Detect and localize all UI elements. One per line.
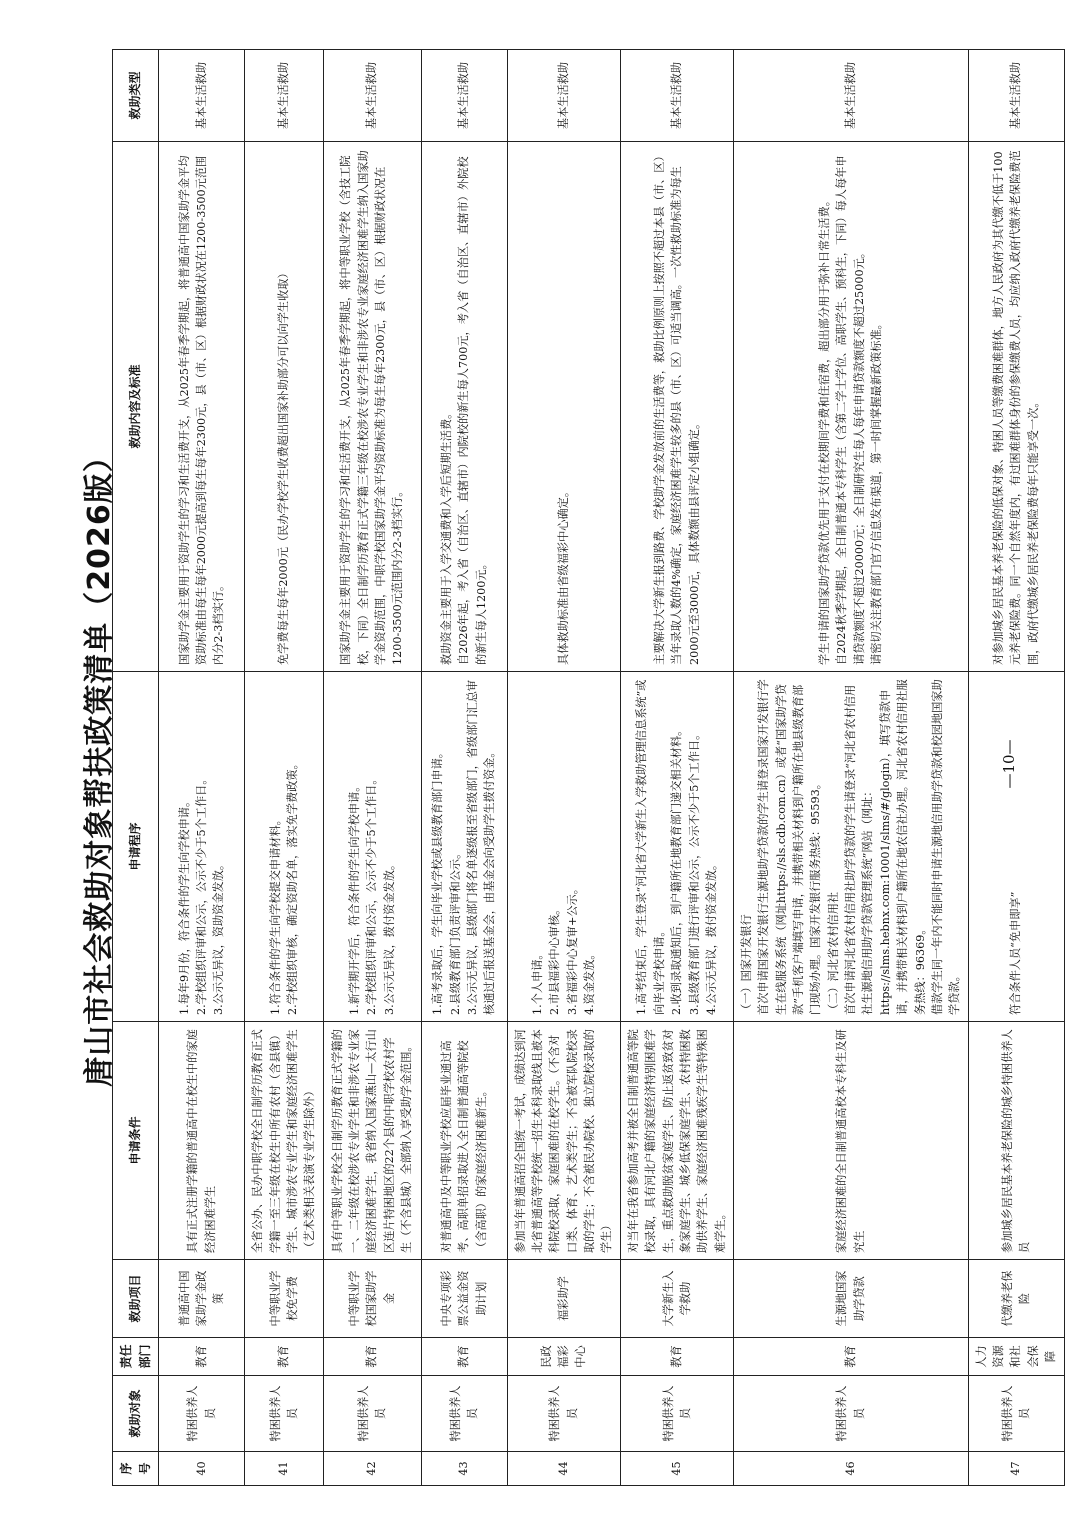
cell-procedure: 1.新学期开学后，符合条件的学生向学校申请。 2.学校组织评审和公示，公示不少于5个工作日。 3.公示无异议，拨付资金发放。	[323, 672, 421, 1022]
header-dept: 责任部门	[113, 1338, 159, 1376]
cell-type: 基本生活救助	[159, 50, 245, 142]
cell-item: 生源地国家助学贷款	[733, 1260, 968, 1338]
cell-conditions: 对普通高中及中等职业学校应届毕业通过高考、高职单招录取进入全日制普通高等院校（含高职）的家庭经济困难新生。	[421, 1022, 507, 1260]
cell-conditions: 具有中等职业学校全日制学历教育正式学籍的一、二年级在校涉农专业学生和非涉农专业家庭经济困难学生，我省纳入国家燕山—太行山区连片特困地区的22个县的中职学校农村学生（不含县城）全部纳入享受助学金范围。	[323, 1022, 421, 1260]
table-row	[159, 50, 245, 1486]
cell-target: 特困供养人员	[507, 1376, 620, 1452]
table-header-row	[113, 50, 159, 1486]
cell-seq: 43	[421, 1452, 507, 1486]
cell-dept: 教育	[159, 1338, 245, 1376]
cell-procedure: 1.个人申请。 2.市县福彩中心审核。 3.省福彩中心复审+公示。 4.资金发放。	[507, 672, 620, 1022]
cell-procedure: 1.每年9月份，符合条件的学生向学校申请。 2.学校组织评审和公示，公示不少于5个工作日。 3.公示无异议，资助资金发放。	[159, 672, 245, 1022]
header-content: 救助内容及标准	[113, 142, 159, 672]
cell-content: 对参加城乡居民基本养老保险的低保对象、特困人员等缴费困难群体，地方人民政府为其代缴不低于100元养老保险费。同一个自然年度内，有过困难群体身份的参保缴费人员，均应纳入政府代缴养老保险费范围，政府代缴城乡居民养老保险费每年只能享受一次。	[968, 142, 1064, 672]
cell-dept: 教育	[421, 1338, 507, 1376]
cell-seq: 41	[245, 1452, 323, 1486]
table-row	[323, 50, 421, 1486]
document-title: 唐山市社会救助对象帮扶政策清单（2026版）	[82, 441, 117, 1087]
cell-target: 特困供养人员	[968, 1376, 1064, 1452]
cell-target: 特困供养人员	[733, 1376, 968, 1452]
cell-procedure: 1.高考结束后，学生登录“河北省大学新生入学救助管理信息系统”或向毕业学校申请。 2.收到录取通知后，到户籍所在地教育部门递交相关材料。 3.县级教育部门进行评审和公示，公示不少于5个工作日。 4.公示无异议，拨付资金发放。	[620, 672, 733, 1022]
cell-seq: 47	[968, 1452, 1064, 1486]
cell-content: 学生申请的国家助学贷款优先用于支付在校期间学费和住宿费，超出部分用于弥补日常生活费。 自2024秋季学期起，全日制普通本专科学生（含第二学士学位、高职学生、预科生，下同）每人每年申请贷款额度不超过20000元；全日制研究生每人每年申请贷款额度不超过25000元。 请密切关注教育部门官方信息发布渠道，第一时间掌握最新政策标准。	[733, 142, 968, 672]
cell-dept: 人力资源和社会保障	[968, 1338, 1064, 1376]
header-conditions: 申请条件	[113, 1022, 159, 1260]
cell-content: 具体救助标准由省级福彩中心确定。	[507, 142, 620, 672]
cell-item: 普通高中国家助学金政策	[159, 1260, 245, 1338]
cell-type: 基本生活救助	[323, 50, 421, 142]
cell-procedure: 1.高考录取后，学生向毕业学校或县级教育部门申请。 2.县级教育部门负责评审和公示。 3.公示无异议，县级部门将名单逐级报至省级部门，省级部门汇总审核通过后报送基金会，由基金会向受助学生拨付资金。	[421, 672, 507, 1022]
cell-conditions: 参加城乡居民基本养老保险的城乡特困供养人员	[968, 1022, 1064, 1260]
page-number: —10—	[1000, 739, 1018, 789]
cell-procedure: 1.符合条件的学生向学校提交申请材料。 2.学校组织审核，确定资助名单，落实免学费政策。	[245, 672, 323, 1022]
table-row	[620, 50, 733, 1486]
cell-type: 基本生活救助	[421, 50, 507, 142]
header-item: 救助项目	[113, 1260, 159, 1338]
cell-item: 大学新生入学救助	[620, 1260, 733, 1338]
table-row	[507, 50, 620, 1486]
cell-seq: 40	[159, 1452, 245, 1486]
cell-conditions: 家庭经济困难的全日制普通高校本专科生及研究生	[733, 1022, 968, 1260]
cell-dept: 教育	[323, 1338, 421, 1376]
cell-item: 中等职业学校免学费	[245, 1260, 323, 1338]
cell-type: 基本生活救助	[968, 50, 1064, 142]
cell-seq: 44	[507, 1452, 620, 1486]
cell-target: 特困供养人员	[159, 1376, 245, 1452]
cell-type: 基本生活救助	[733, 50, 968, 142]
cell-target: 特困供养人员	[323, 1376, 421, 1452]
cell-seq: 42	[323, 1452, 421, 1486]
table-row	[245, 50, 323, 1486]
cell-seq: 45	[620, 1452, 733, 1486]
cell-type: 基本生活救助	[245, 50, 323, 142]
cell-conditions: 参加当年普通高招全国统一考试，成绩达到河北省普通高等学校统一招生本科录取线且被本科院校录取，家庭困难的在校学生。（不含对口类、体育、艺术类学生；不含被军队院校录取的学生；不含被民办院校、独立院校录取的学生）	[507, 1022, 620, 1260]
cell-content: 救助资金主要用于入学交通费和入学后短期生活费。 自2026年起，考入省（自治区、直辖市）内院校的新生每人700元，考入省（自治区、直辖市）外院校的新生每人1200元。	[421, 142, 507, 672]
cell-procedure: 符合条件人员“免申即享”	[968, 672, 1064, 1022]
cell-item: 中央专项彩票公益金资助计划	[421, 1260, 507, 1338]
cell-dept: 教育	[245, 1338, 323, 1376]
cell-seq: 46	[733, 1452, 968, 1486]
cell-content: 国家助学金主要用于资助学生的学习和生活费开支，从2025年春季学期起，将中等职业学校（含技工院校，下同）全日制学历教育正式学籍三年级在校涉农专业学生和非涉农专业家庭经济困难学生纳入国家助学金资助范围，中职学校国家助学金平均资助标准为每生每年2300元，县（市、区）根据财政状况在1200-3500元范围内分2-3档实行。	[323, 142, 421, 672]
cell-dept: 教育	[733, 1338, 968, 1376]
cell-item: 代缴养老保险	[968, 1260, 1064, 1338]
header-seq: 序号	[113, 1452, 159, 1486]
cell-content: 国家助学金主要用于资助学生的学习和生活费开支，从2025年春季学期起，将普通高中国家助学金平均资助标准由每生每年2000元提高到每生每年2300元，县（市、区）根据财政状况在1200-3500元范围内分2-3档实行。	[159, 142, 245, 672]
cell-conditions: 全省公办、民办中职学校全日制学历教育正式学籍一至三年级在校生中所有农村（含县镇）学生、城市涉农专业学生和家庭经济困难学生（艺术类相关表演专业学生除外）	[245, 1022, 323, 1260]
cell-target: 特困供养人员	[421, 1376, 507, 1452]
cell-content: 主要解决大学新生报到路费、学校助学金发放前的生活费等，救助比例原则上按照不超过本县（市、区）当年录取人数的4%确定，家庭经济困难学生较多的县（市、区）可适当调高。一次性救助标准为每生2000元至3000元，具体数额由县评定小组确定。	[620, 142, 733, 672]
table-row	[733, 50, 968, 1486]
cell-item: 福彩助学	[507, 1260, 620, 1338]
cell-dept: 教育	[620, 1338, 733, 1376]
policy-table	[112, 49, 1065, 1486]
header-type: 救助类型	[113, 50, 159, 142]
cell-type: 基本生活救助	[620, 50, 733, 142]
cell-conditions: 对当年在我省参加高考并被全日制普通高等院校录取，具有河北户籍的家庭经济特别困难学生，重点救助脱贫家庭学生、防止返贫致贫对象家庭学生、城乡低保家庭学生、农村特困救助供养学生、家庭经济困难残疾学生等特殊困难学生。	[620, 1022, 733, 1260]
cell-content: 免学费每生每年2000元（民办学校学生收费超出国家补助部分可以向学生收取）	[245, 142, 323, 672]
cell-type: 基本生活救助	[507, 50, 620, 142]
cell-target: 特困供养人员	[245, 1376, 323, 1452]
cell-target: 特困供养人员	[620, 1376, 733, 1452]
table-row	[421, 50, 507, 1486]
cell-procedure: （一）国家开发银行 首次申请国家开发银行生源地助学贷款的学生请登录国家开发银行学生在线服务系统（网址https://sls.cdb.com.cn）或者“国家助学贷款”手机客户端填写申请，并携带相关材料到户籍所在地县级教育部门现场办理。国家开发银行服务热线：95593。 （二）河北省农村信用社 首次申请河北省农村信用社助学贷款的学生请登录“河北省农村信用社生源地信用助学贷款管理系统”网站（网址：https://slms.hebnx.com:10001/slms/#/glogin），填写贷款申请，并携带相关材料到户籍所在地农信社办理。河北省农村信用社服务热线：96369。 借款学生同一年内不能同时申请生源地信用助学贷款和校园地国家助学贷款。	[733, 672, 968, 1022]
cell-conditions: 具有正式注册学籍的普通高中在校生中的家庭经济困难学生	[159, 1022, 245, 1260]
cell-dept: 民政福彩中心	[507, 1338, 620, 1376]
header-target: 救助对象	[113, 1376, 159, 1452]
header-procedure: 申请程序	[113, 672, 159, 1022]
cell-item: 中等职业学校国家助学金	[323, 1260, 421, 1338]
